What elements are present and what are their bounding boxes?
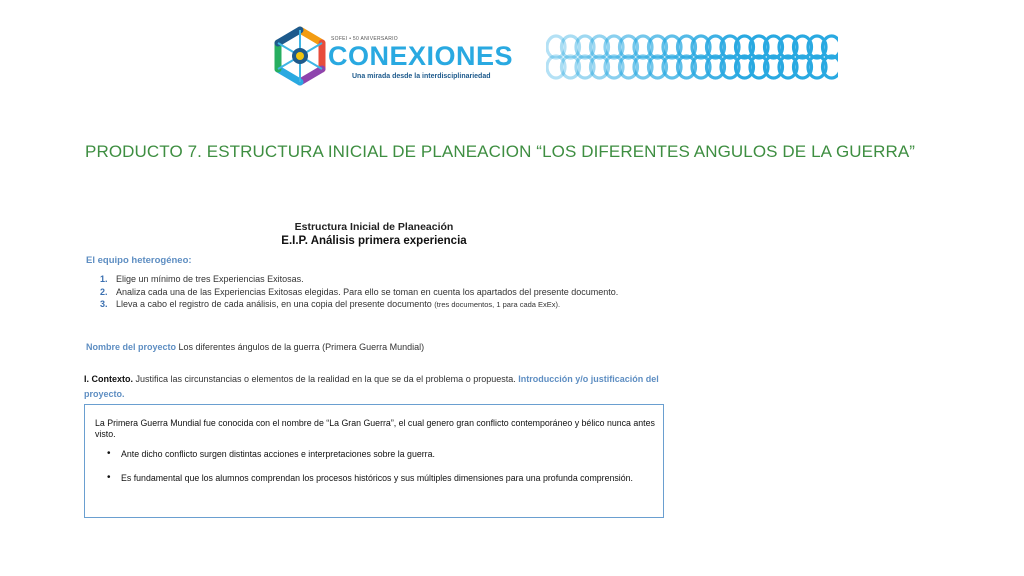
- step-note: (tres documentos, 1 para cada ExEx).: [434, 300, 561, 309]
- context-row: [84, 372, 664, 402]
- page-title: PRODUCTO 7. ESTRUCTURA INICIAL DE PLANEACION “LOS DIFERENTES ANGULOS DE LA GUERRA”: [85, 142, 916, 161]
- context-text: Justifica las circunstancias o elementos de la realidad en la que se da el problema o propuesta.: [133, 374, 519, 384]
- document-title: Estructura Inicial de Planeación: [294, 221, 454, 233]
- context-highlight: Introducción y/o justificación del proyecto.: [84, 374, 659, 399]
- step-text: Lleva a cabo el registro de cada análisis, en una copia del presente documento: [116, 299, 432, 309]
- step-number: 3.: [100, 299, 108, 309]
- bullet-icon: •: [107, 472, 111, 483]
- logo-name: CONEXIONES: [328, 41, 514, 71]
- project-value: Los diferentes ángulos de la guerra (Primera Guerra Mundial): [176, 342, 425, 352]
- team-heading: El equipo heterogéneo:: [86, 255, 192, 266]
- context-box: [84, 404, 664, 518]
- bullet-text: Es fundamental que los alumnos comprendan los procesos históricos y sus múltiples dimensiones para una profunda comprensión.: [121, 473, 633, 483]
- list-item: [100, 287, 660, 299]
- bullet-icon: •: [107, 448, 111, 459]
- box-bullet-list: [105, 449, 655, 497]
- steps-list: [100, 274, 660, 312]
- conexiones-logo: [270, 24, 514, 90]
- list-item: [100, 299, 660, 311]
- context-label: I. Contexto.: [84, 374, 133, 384]
- project-label: Nombre del proyecto: [86, 342, 177, 352]
- step-number: 2.: [100, 286, 108, 297]
- hexagon-logo-icon: [270, 24, 330, 88]
- list-item: [105, 449, 655, 459]
- step-text: Analiza cada una de las Experiencias Exitosas elegidas. Para ello se toman en cuenta los apartados del presente documento.: [116, 286, 619, 297]
- dna-chain-pattern-icon: [546, 30, 838, 84]
- list-item: [105, 473, 655, 483]
- list-item: [100, 274, 660, 286]
- logo-subtitle: Una mirada desde la interdisciplinariedad: [352, 73, 491, 80]
- logo-tagline: SOFEI • 50 ANIVERSARIO: [331, 36, 398, 42]
- document-image: [84, 215, 674, 525]
- project-name-row: [86, 342, 424, 352]
- bullet-text: Ante dicho conflicto surgen distintas acciones e interpretaciones sobre la guerra.: [121, 449, 435, 459]
- step-text: Elige un mínimo de tres Experiencias Exitosas.: [116, 274, 304, 284]
- box-paragraph: La Primera Guerra Mundial fue conocida con el nombre de “La Gran Guerra”, el cual genero gran conflicto contemporáneo y bélico nunca antes visto.: [95, 418, 655, 439]
- document-subtitle: E.I.P. Análisis primera experiencia: [281, 235, 467, 247]
- step-number: 1.: [100, 274, 108, 284]
